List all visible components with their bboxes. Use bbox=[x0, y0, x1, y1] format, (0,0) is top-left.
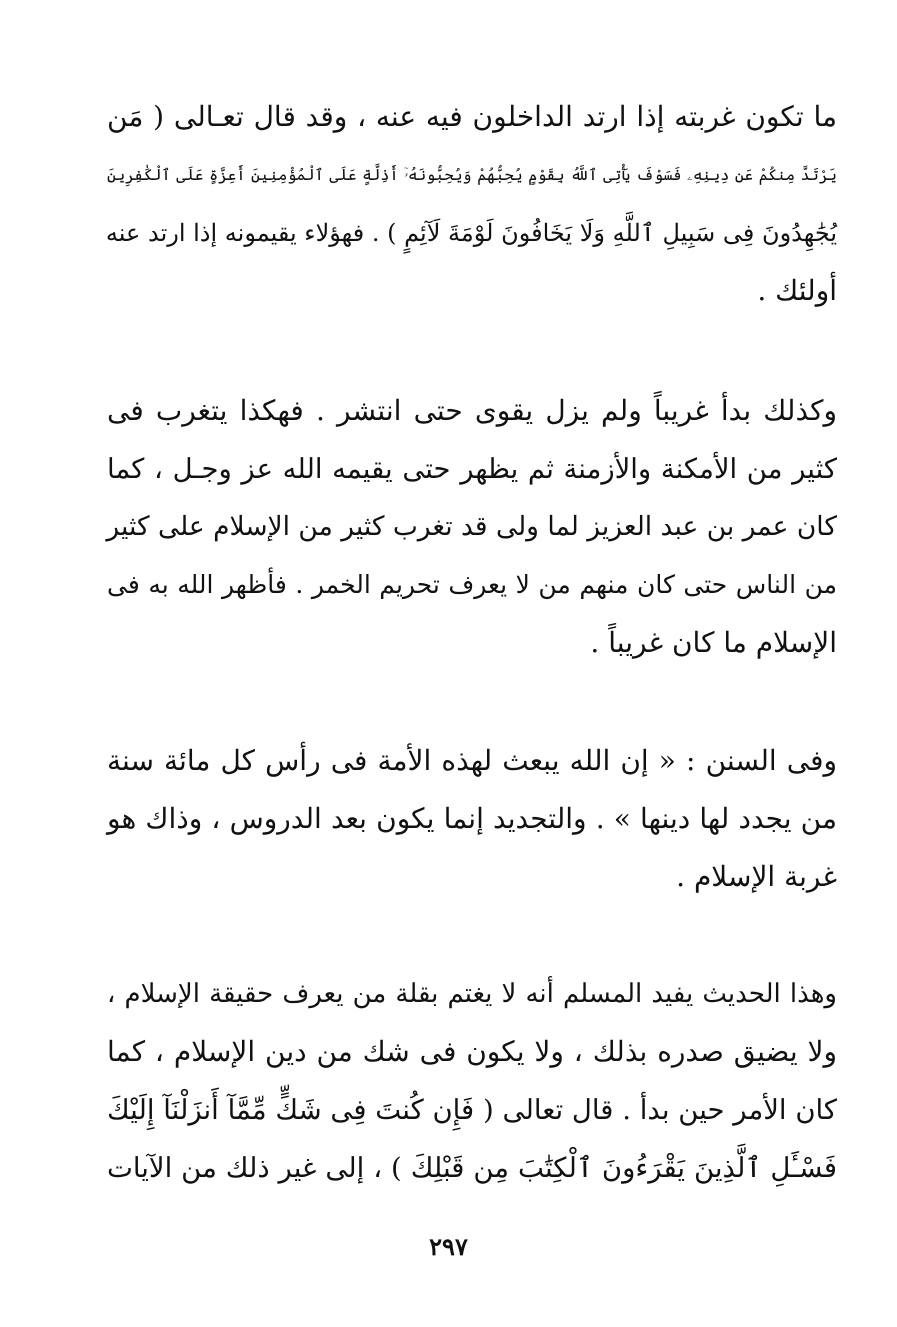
paragraph-2 bbox=[107, 382, 837, 672]
paragraph-4 bbox=[107, 965, 837, 1197]
text-line: وفى السنن : « إن الله يبعث لهذه الأمة فى رأس كل مائة سنة bbox=[107, 744, 837, 777]
page-number: ٢٩٧ bbox=[429, 1232, 468, 1261]
text-line: وكذلك بدأ غريباً ولم يزل يقوى حتى انتشر . فهكذا يتغرب فى bbox=[107, 394, 837, 427]
text-line: كان الأمر حين بدأ . قال تعالى ( فَإِن كُنتَ فِى شَكٍّ مِّمَّآ أَنزَلْنَآ إِلَيْكَ bbox=[107, 1094, 837, 1126]
text-line: فَسْـَٔلِ ٱلَّذِينَ يَقْرَءُونَ ٱلْكِتَٰبَ مِن قَبْلِكَ ) ، إلى غير ذلك من الآيات bbox=[107, 1152, 837, 1184]
text-line: غربة الإسلام . bbox=[676, 860, 837, 893]
text-line: كثير من الأمكنة والأزمنة ثم يظهر حتى يقيمه الله عز وجـل ، كما bbox=[107, 453, 837, 485]
text-line: أولئك . bbox=[757, 274, 837, 307]
text-line: ولا يضيق صدره بذلك ، ولا يكون فى شك من دين الإسلام ، كما bbox=[107, 1035, 837, 1068]
text-line: وهذا الحديث يفيد المسلم أنه لا يغتم بقلة من يعرف حقيقة الإسلام ، bbox=[107, 979, 837, 1009]
text-line: ما تكون غربته إذا ارتد الداخلون فيه عنه ، وقد قال تعـالى ( مَن bbox=[107, 100, 837, 133]
text-line: من الناس حتى كان منهم من لا يعرف تحريم الخمر . فأظهر الله به فى bbox=[107, 570, 837, 599]
paragraph-3 bbox=[107, 732, 837, 906]
quran-verse-line: يَرْتَدَّ مِنكُمْ عَن دِينِهِۦ فَسَوْفَ يَأْتِى ٱللَّهُ بِقَوْمٍ يُحِبُّهُمْ وَيُحِبُّونَهُۥٓ أَذِلَّةٍ عَلَى ٱلْمُؤْمِنِينَ أَعِزَّةٍ عَلَى ٱلْكَٰفِرِينَ bbox=[107, 166, 837, 184]
text-line: الإسلام ما كان غريباً . bbox=[590, 626, 837, 659]
text-line: كان عمر بن عبد العزيز لما ولى قد تغرب كثير من الإسلام على كثير bbox=[106, 511, 837, 542]
text-line: يُجَٰهِدُونَ فِى سَبِيلِ ٱللَّهِ وَلَا يَخَافُونَ لَوْمَةَ لَآئِمٍ ) . فهؤلاء يقيمونه إذا ارتد عنه bbox=[105, 219, 837, 247]
text-line: من يجدد لها دينها » . والتجديد إنما يكون بعد الدروس ، وذاك هو bbox=[107, 802, 837, 835]
paragraph-1 bbox=[107, 88, 837, 320]
